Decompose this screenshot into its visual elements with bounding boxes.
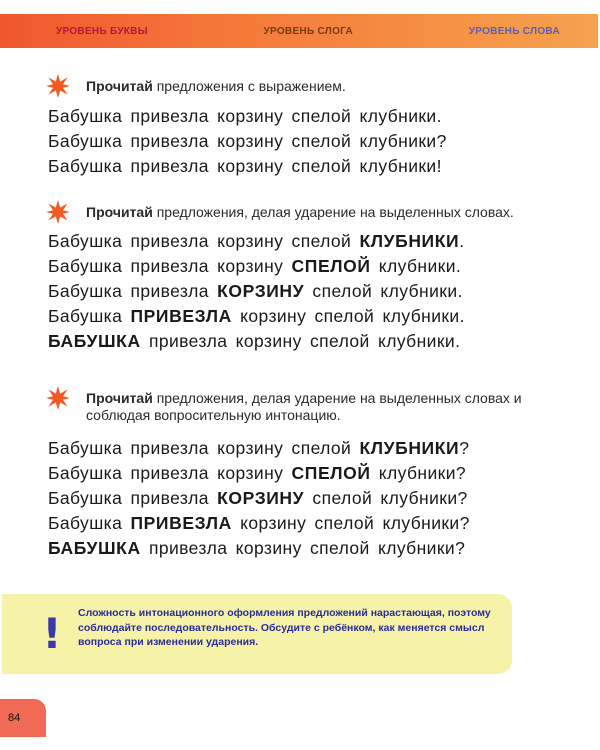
level-words-label: УРОВЕНЬ СЛОВА: [468, 25, 560, 37]
star-icon: [46, 74, 70, 98]
stressed-word: КЛУБНИКИ: [359, 231, 460, 251]
task-3: [46, 390, 556, 561]
instruction-text: предложения с выражением.: [152, 78, 346, 94]
task-2: [46, 204, 556, 354]
sentence: Бабушка привезла корзину спелой клубники.: [48, 106, 442, 126]
instruction-verb: Прочитай: [86, 390, 153, 406]
task-instruction: [46, 78, 556, 98]
task-1: [46, 78, 556, 179]
sentence: Бабушка привезла КОРЗИНУ спелой клубники?: [48, 488, 468, 508]
instruction-verb: Прочитай: [86, 78, 153, 94]
sentence: Бабушка привезла корзину СПЕЛОЙ клубники?: [48, 463, 467, 483]
stressed-word: ПРИВЕЗЛА: [130, 306, 232, 326]
instruction-text: предложения, делая ударение на выделенных словах.: [152, 204, 514, 220]
task-instruction: [46, 390, 556, 424]
stressed-word: КЛУБНИКИ: [359, 438, 460, 458]
task-instruction: [46, 204, 556, 224]
sentence: Бабушка ПРИВЕЗЛА корзину спелой клубники?: [48, 513, 470, 533]
sentence: Бабушка ПРИВЕЗЛА корзину спелой клубники.: [48, 306, 465, 326]
sentence: БАБУШКА привезла корзину спелой клубники.: [48, 331, 461, 351]
stressed-word: БАБУШКА: [48, 538, 141, 558]
star-icon: [46, 386, 70, 410]
exclamation-icon: !: [42, 609, 62, 658]
level-header-bar: [0, 14, 598, 48]
instruction-text: предложения, делая ударение на выделенных словах и соблюдая вопросительную интонацию.: [86, 390, 522, 423]
sentence: Бабушка привезла корзину СПЕЛОЙ клубники.: [48, 256, 462, 276]
instruction-verb: Прочитай: [86, 204, 153, 220]
stressed-word: СПЕЛОЙ: [291, 256, 371, 276]
stressed-word: КОРЗИНУ: [217, 281, 305, 301]
sentence: Бабушка привезла корзину спелой клубники?: [48, 131, 447, 151]
level-syllables-label: УРОВЕНЬ СЛОГА: [263, 25, 354, 37]
parent-note-text: Сложность интонационного оформления предложений нарастающая, поэтому соблюдайте последовательность. Обсудите с ребёнком, как меняется смысл вопроса при изменении ударения.: [78, 607, 491, 648]
stressed-word: СПЕЛОЙ: [291, 463, 371, 483]
stressed-word: КОРЗИНУ: [217, 488, 305, 508]
page-number: 84: [0, 699, 46, 737]
level-letters-label: УРОВЕНЬ БУКВЫ: [56, 25, 148, 37]
sentence: Бабушка привезла корзину спелой КЛУБНИКИ?: [48, 438, 470, 458]
sentence: Бабушка привезла КОРЗИНУ спелой клубники.: [48, 281, 463, 301]
sentence: Бабушка привезла корзину спелой клубники!: [48, 156, 442, 176]
stressed-word: ПРИВЕЗЛА: [130, 513, 232, 533]
stressed-word: БАБУШКА: [48, 331, 141, 351]
sentence: Бабушка привезла корзину спелой КЛУБНИКИ.: [48, 231, 465, 251]
sentence: БАБУШКА привезла корзину спелой клубники?: [48, 538, 466, 558]
star-icon: [46, 200, 70, 224]
